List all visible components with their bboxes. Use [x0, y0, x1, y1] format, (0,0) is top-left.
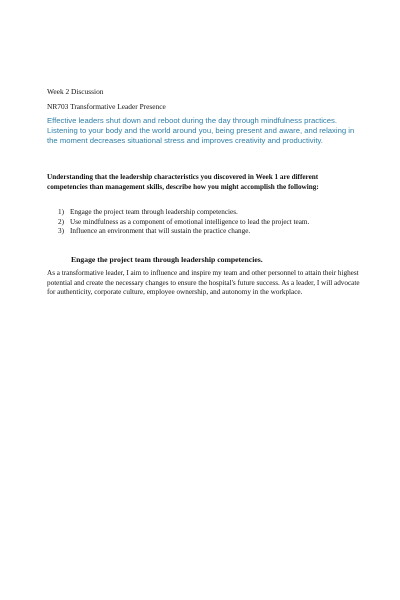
list-item — [58, 218, 358, 228]
body-paragraph: As a transformative leader, I aim to influence and inspire my team and other personnel to attain their highest potential and create the necessary changes to ensure the hospital's future success. As a leader, I will advocate for authenticity, corporate culture, employee ownership, and autonomy in the workplace. — [47, 269, 360, 297]
course-title: NR703 Transformative Leader Presence — [47, 102, 166, 111]
list-item-text: Engage the project team through leadership competencies. — [70, 208, 238, 216]
list-item-number: 3) — [58, 227, 64, 236]
list-item-number: 2) — [58, 217, 64, 226]
task-list — [58, 208, 358, 237]
list-item — [58, 227, 358, 237]
list-item-number: 1) — [58, 208, 64, 216]
discussion-prompt: Understanding that the leadership characteristics you discovered in Week 1 are different competencies than management skills, describe how you might accomplish the following: — [47, 173, 319, 191]
section-heading: Engage the project team through leadership competencies. — [71, 255, 263, 264]
mindfulness-quote: Effective leaders shut down and reboot during the day through mindfulness practices. Listening to your body and the world around you, being present and aware, and relaxing in the moment decreases situational stress and improves creativity and productivity. — [47, 116, 355, 146]
list-item — [58, 208, 358, 218]
list-item-text: Use mindfulness as a component of emotional intelligence to lead the project team. — [70, 217, 310, 226]
week-label: Week 2 Discussion — [47, 87, 104, 96]
list-item-text: Influence an environment that will sustain the practice change. — [70, 227, 251, 236]
